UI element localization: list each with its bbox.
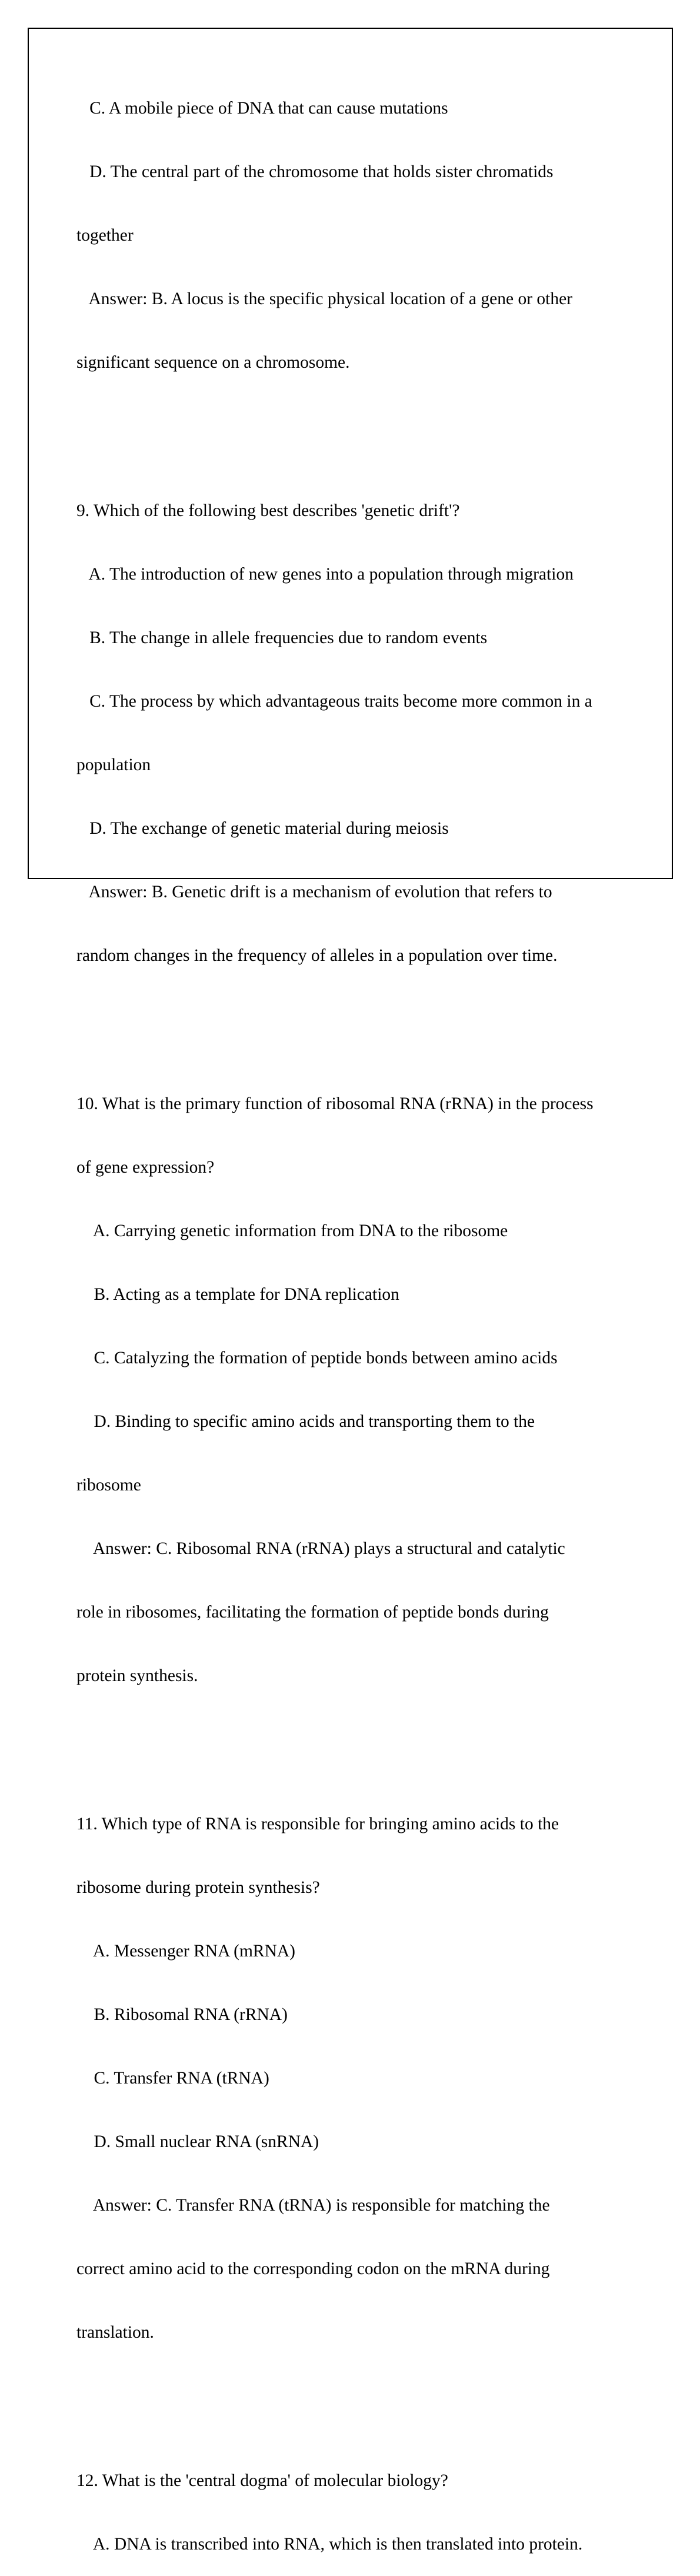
q10-question-cont: of gene expression? (76, 1158, 215, 1177)
q9-answer: Answer: B. Genetic drift is a mechanism of evolution that refers to (76, 883, 552, 901)
document-body (76, 55, 629, 2576)
q9-answer-cont: random changes in the frequency of alleles in a population over time. (76, 946, 558, 965)
q9-option-c: C. The process by which advantageous traits become more common in a (76, 692, 592, 711)
q11-option-b: B. Ribosomal RNA (rRNA) (76, 2005, 288, 2024)
q12-question: 12. What is the 'central dogma' of molecular biology? (76, 2471, 448, 2490)
q10-option-a: A. Carrying genetic information from DNA to the ribosome (76, 1222, 508, 1240)
q10-answer-cont: protein synthesis. (76, 1666, 198, 1685)
q9-option-a: A. The introduction of new genes into a population through migration (76, 565, 574, 584)
spacer (76, 1729, 629, 1750)
q10-option-c: C. Catalyzing the formation of peptide bonds between amino acids (76, 1349, 558, 1367)
q10-option-d: D. Binding to specific amino acids and transporting them to the (76, 1412, 535, 1431)
q11-option-c: C. Transfer RNA (tRNA) (76, 2069, 269, 2088)
q9-option-b: B. The change in allele frequencies due to random events (76, 628, 488, 647)
q10-option-d-cont: ribosome (76, 1476, 141, 1495)
q8-option-d-cont: together (76, 226, 134, 245)
q11-answer-cont: correct amino acid to the corresponding codon on the mRNA during (76, 2259, 550, 2278)
q9-question: 9. Which of the following best describes 'genetic drift'? (76, 501, 460, 520)
q8-option-c: C. A mobile piece of DNA that can cause mutations (76, 99, 448, 118)
q10-question: 10. What is the primary function of ribosomal RNA (rRNA) in the process (76, 1094, 594, 1113)
q10-option-b: B. Acting as a template for DNA replication (76, 1285, 399, 1304)
spacer (76, 1009, 629, 1030)
q11-question: 11. Which type of RNA is responsible for bringing amino acids to the (76, 1815, 559, 1833)
q11-option-d: D. Small nuclear RNA (snRNA) (76, 2132, 319, 2151)
spacer (76, 415, 629, 437)
q10-answer-cont: role in ribosomes, facilitating the formation of peptide bonds during (76, 1603, 549, 1622)
q8-answer-cont: significant sequence on a chromosome. (76, 353, 350, 372)
q11-option-a: A. Messenger RNA (mRNA) (76, 1942, 296, 1961)
q11-answer: Answer: C. Transfer RNA (tRNA) is responsible for matching the (76, 2196, 550, 2215)
q9-option-c-cont: population (76, 756, 151, 774)
q10-answer: Answer: C. Ribosomal RNA (rRNA) plays a structural and catalytic (76, 1539, 565, 1558)
q11-answer-cont: translation. (76, 2323, 154, 2342)
spacer (76, 2385, 629, 2407)
q8-option-d: D. The central part of the chromosome that holds sister chromatids (76, 162, 554, 181)
q11-question-cont: ribosome during protein synthesis? (76, 1878, 320, 1897)
q9-option-d: D. The exchange of genetic material during meiosis (76, 819, 449, 838)
q8-answer: Answer: B. A locus is the specific physical location of a gene or other (76, 289, 573, 308)
q12-option-a: A. DNA is transcribed into RNA, which is then translated into protein. (76, 2535, 583, 2554)
